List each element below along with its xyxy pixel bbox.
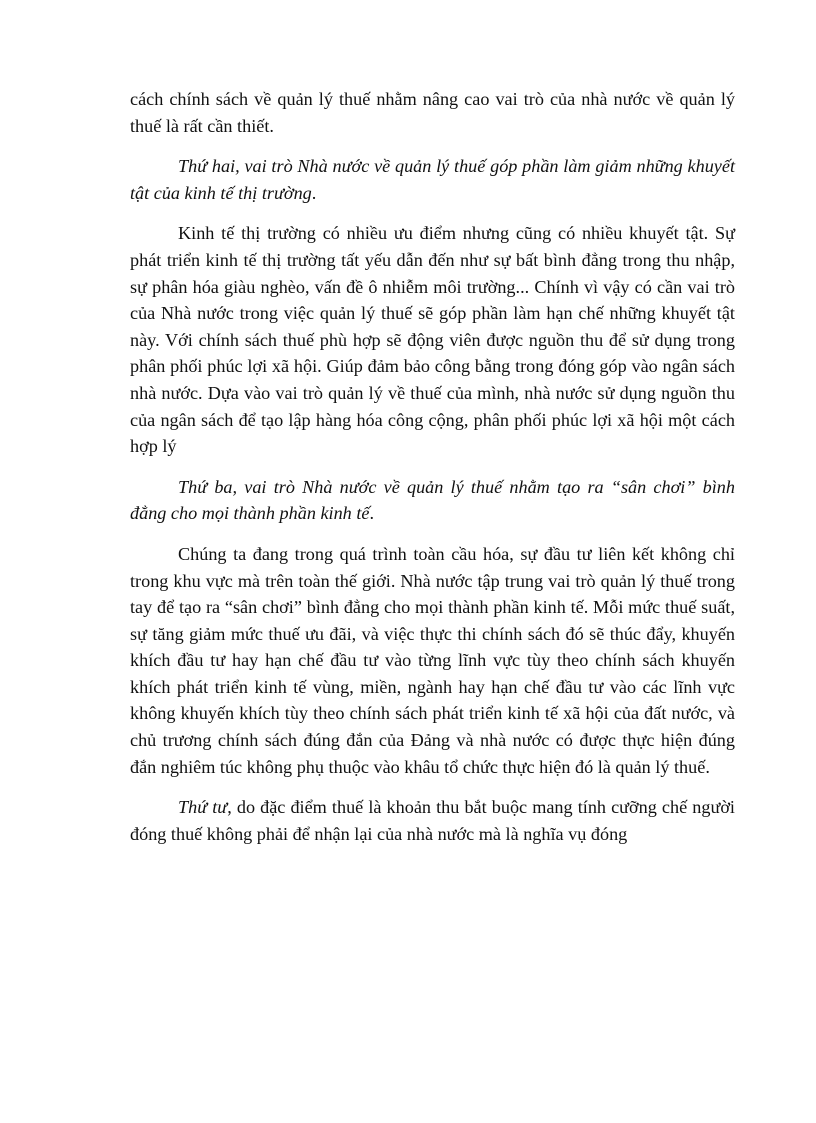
heading-period: . — [311, 182, 317, 203]
paragraph-1: cách chính sách về quản lý thuế nhằm nâng cao vai trò của nhà nước về quản lý thuế là rất cần thiết. — [130, 89, 735, 136]
italic-lead-text: Thứ tư — [178, 797, 228, 818]
italic-heading-text: Thứ ba, vai trò Nhà nước về quản lý thuế nhằm tạo ra “sân chơi” bình đẳng cho mọi thành phần kinh tế — [130, 476, 735, 524]
paragraph-6 — [130, 794, 735, 847]
paragraph-2-heading — [130, 153, 735, 206]
paragraph-5: Chúng ta đang trong quá trình toàn cầu hóa, sự đầu tư liên kết không chỉ trong khu vực mà trên toàn thế giới. Nhà nước tập trung vai trò quản lý thuế trong tay để tạo ra “sân chơi” bình đẳng cho mọi thành phần kinh tế. Mỗi mức thuế suất, sự tăng giảm mức thuế ưu đãi, và việc thực thi chính sách đó sẽ thúc đẩy, khuyến khích đầu tư hay hạn chế đầu tư vào từng lĩnh vực tùy theo chính sách khuyến khích phát triển kinh tế vùng, miền, ngành hay hạn chế đầu tư vào các lĩnh vực không khuyến khích tùy theo chính sách phát triển kinh tế xã hội của đất nước, và chủ trương chính sách đúng đắn của Đảng và nhà nước có được thực hiện đúng đắn nghiêm túc không phụ thuộc vào khâu tổ chức thực hiện đó là quản lý thuế. — [130, 543, 735, 777]
paragraph-6-body: , do đặc điểm thuế là khoản thu bắt buộc mang tính cưỡng chế người đóng thuế không phải để nhận lại của nhà nước mà là nghĩa vụ đóng — [130, 797, 735, 844]
heading-period: . — [369, 503, 374, 524]
paragraph-3: Kinh tế thị trường có nhiều ưu điểm nhưng cũng có nhiều khuyết tật. Sự phát triển kinh tế thị trường tất yếu dẫn đến như sự bất bình đẳng trong thu nhập, sự phân hóa giàu nghèo, vấn đề ô nhiễm môi trường... Chính vì vậy có cần vai trò của Nhà nước trong việc quản lý thuế sẽ góp phần làm hạn chế những khuyết tật này. Với chính sách thuế phù hợp sẽ động viên được nguồn thu để sử dụng trong phân phối phúc lợi xã hội. Giúp đảm bảo công bằng trong đóng góp vào ngân sách nhà nước. Dựa vào vai trò quản lý về thuế của mình, nhà nước sử dụng nguồn thu của ngân sách để tạo lập hàng hóa công cộng, phân phối phúc lợi xã hội một cách hợp lý — [130, 223, 735, 457]
document-page — [130, 86, 735, 861]
paragraph-4-heading — [130, 474, 735, 527]
italic-heading-text: Thứ hai, vai trò Nhà nước về quản lý thuế góp phần làm giảm những khuyết tật của kinh tế thị trường — [130, 156, 735, 203]
